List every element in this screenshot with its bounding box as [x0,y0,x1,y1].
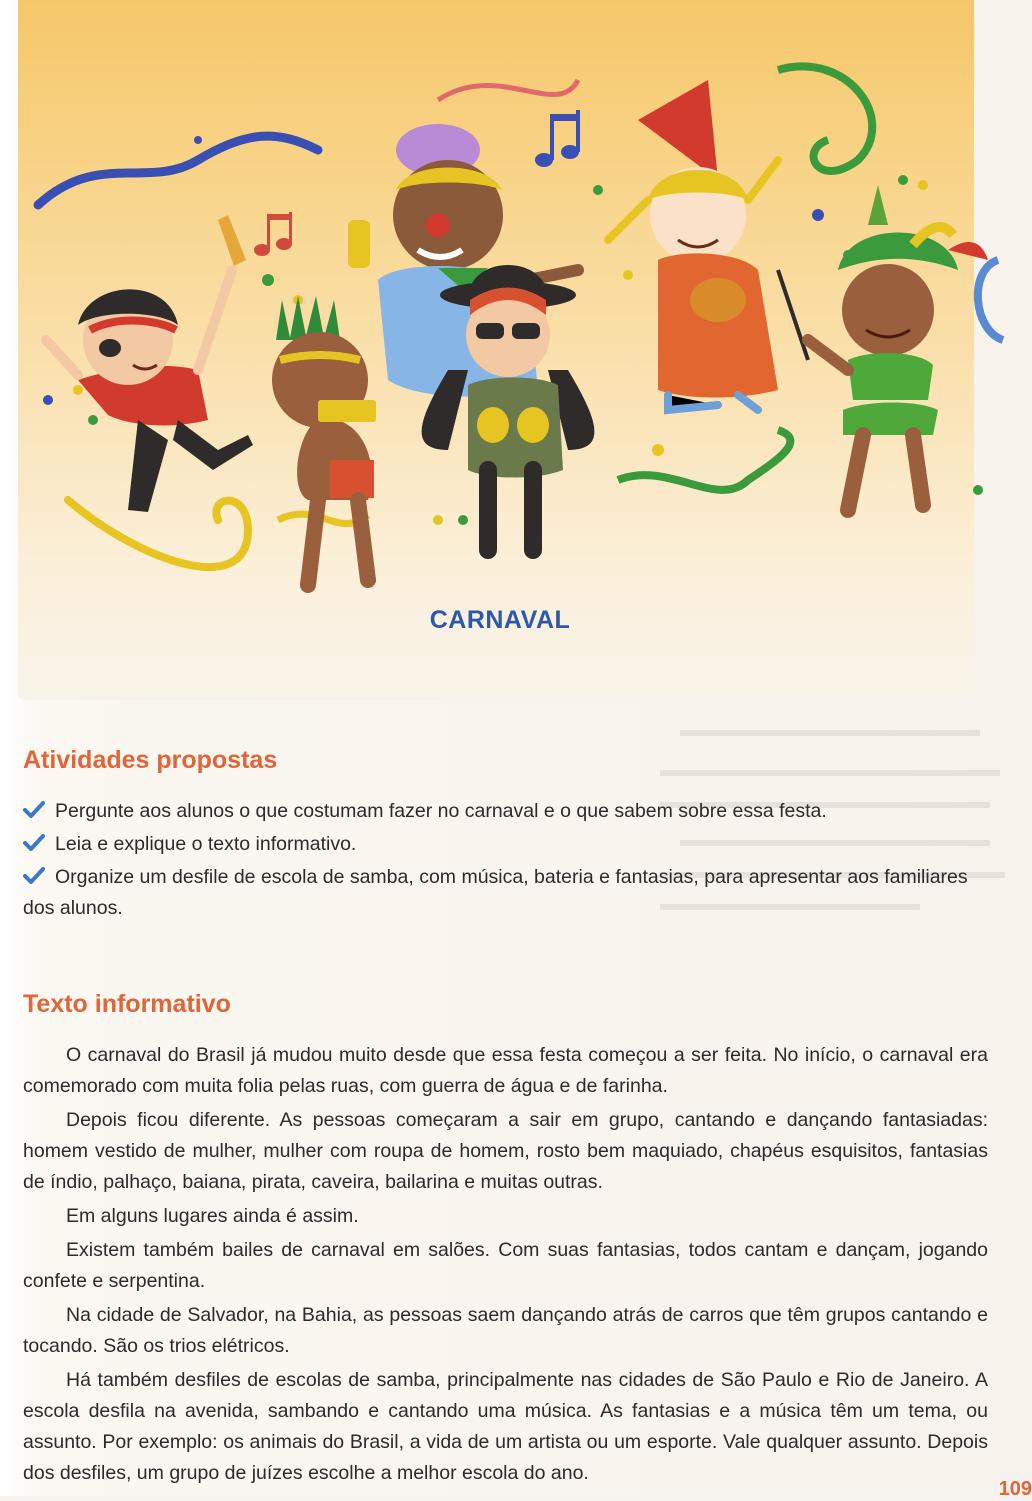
paragraph: Depois ficou diferente. As pessoas começaram a sair em grupo, cantando e dançando fantasiadas: homem vestido de mulher, mulher com roupa de homem, rosto bem maquiado, chapéus esquisitos, fantasias de índio, palhaço, baiana, pirata, caveira, bailarina e muitas outras. [23,1109,988,1193]
info-text [23,1040,988,1492]
streamer-yellow-left [68,500,248,567]
illustration-caption: CARNAVAL [429,606,571,634]
streamer-green-top [778,66,872,170]
streamer-green-right [618,430,790,490]
streamer-blue-right [978,260,1003,340]
checkmark-icon [23,867,45,885]
streamer-pink [438,80,578,100]
info-heading: Texto informativo [23,990,231,1018]
paragraph: Na cidade de Salvador, na Bahia, as pessoas saem dançando atrás de carros que têm grupos cantando e tocando. São os trios elétricos. [23,1304,988,1357]
paragraph: Existem também bailes de carnaval em salões. Com suas fantasias, todos cantam e dançam, jogando confete e serpentina. [23,1239,988,1292]
baiana-child [808,185,988,510]
list-item-text: Leia e explique o texto informativo. [55,833,357,855]
music-note-icon [535,110,580,167]
page-number: 109 [998,1478,1032,1500]
indigenous-child [272,296,376,585]
page-edge [0,0,12,1496]
music-note-icon [254,212,292,256]
activities-list [23,796,988,926]
list-item-text: Organize um desfile de escola de samba, com música, bateria e fantasias, para apresentar aos familiares dos alunos. [23,866,968,919]
paragraph: Há também desfiles de escolas de samba, principalmente nas cidades de São Paulo e Rio de Janeiro. A escola desfila na avenida, sambando e cantando uma música. As fantasias e a música têm um tema, ou assunto. Por exemplo: os animais do Brasil, a vida de um artista ou um esporte. Vale qualquer assunto. Depois dos desfiles, um grupo de juízes escolhe a melhor escola do ano. [23,1369,988,1484]
list-item [23,796,988,827]
list-item [23,862,988,924]
party-hat-child [608,80,808,410]
paragraph: Em alguns lugares ainda é assim. [66,1205,359,1227]
list-item [23,829,988,860]
streamer-blue-left [38,136,318,205]
list-item-text: Pergunte aos alunos o que costumam fazer no carnaval e o que sabem sobre essa festa. [55,800,827,822]
carnival-illustration [18,40,1008,600]
pirate-child [46,215,253,512]
checkmark-icon [23,801,45,819]
checkmark-icon [23,834,45,852]
paragraph: O carnaval do Brasil já mudou muito desde que essa festa começou a ser feita. No início, o carnaval era comemorado com muita folia pelas ruas, com guerra de água e de farinha. [23,1044,988,1097]
activities-heading: Atividades propostas [23,746,278,774]
